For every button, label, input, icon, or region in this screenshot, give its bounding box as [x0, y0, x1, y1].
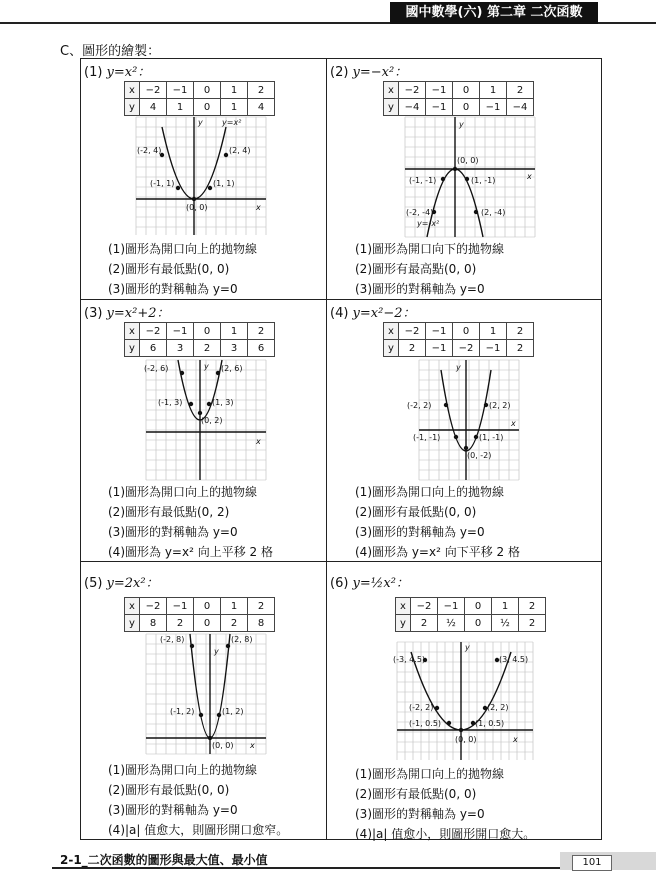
point [459, 728, 463, 732]
point-label: (-2, 6) [144, 364, 169, 373]
point [189, 402, 193, 406]
note-line: (4)圖形為 y=x² 向下平移 2 格 [355, 545, 520, 559]
table-cell: −1 [480, 99, 507, 116]
table-cell: 3 [167, 340, 194, 357]
table-cell: 8 [248, 615, 275, 632]
function-expression: y=−x²： [352, 65, 408, 80]
function-expression: y=x²−2： [352, 306, 416, 321]
table-cell: 2 [248, 82, 275, 99]
table-cell: 3 [221, 340, 248, 357]
table-cell: x [125, 598, 140, 615]
table-cell: 0 [194, 82, 221, 99]
section-title: C、圖形的繪製： [60, 44, 161, 59]
table-cell: 2 [167, 615, 194, 632]
point-label: (-1, -1) [413, 433, 441, 442]
axis-label-x: x [513, 735, 518, 744]
point [447, 721, 451, 725]
axis-label-x: x [250, 741, 255, 750]
exercise-grid [80, 58, 602, 840]
parabola-graph [146, 634, 266, 754]
function-expression: y=x²+2： [106, 306, 170, 321]
panel-2 [327, 59, 601, 299]
point-label: (0, -2) [467, 451, 492, 460]
point [208, 736, 212, 740]
table-cell: 0 [453, 323, 480, 340]
table-cell: 0 [453, 99, 480, 116]
panel-4 [327, 300, 601, 561]
panel-title [330, 61, 407, 80]
graph-grid [146, 634, 266, 754]
table-cell: 2 [248, 598, 275, 615]
point [454, 435, 458, 439]
table-cell: 2 [519, 598, 546, 615]
table-cell: 1 [221, 82, 248, 99]
point-label: (0, 0) [457, 156, 479, 165]
table-cell: −1 [426, 323, 453, 340]
table-cell: 2 [411, 615, 438, 632]
point-label: (0, 2) [201, 416, 223, 425]
table-cell: −4 [507, 99, 534, 116]
table-cell: 1 [480, 82, 507, 99]
table-cell: −2 [140, 82, 167, 99]
note-line: (1)圖形為開口向上的拋物線 [355, 767, 504, 781]
point [474, 210, 478, 214]
parabola-graph [146, 360, 266, 480]
table-cell: −1 [426, 99, 453, 116]
point [226, 644, 230, 648]
curve-label: y=-x² [417, 219, 440, 228]
point-label: (2, -4) [481, 208, 506, 217]
panel-number: (1) [84, 65, 107, 80]
notes [108, 482, 273, 562]
table-cell: y [125, 615, 140, 632]
curve-label: y=x² [222, 118, 242, 127]
panel-title [330, 302, 416, 321]
point [216, 371, 220, 375]
table-cell: y [396, 615, 411, 632]
point [224, 153, 228, 157]
point [484, 403, 488, 407]
table-cell: 4 [140, 99, 167, 116]
table-cell: −1 [438, 598, 465, 615]
axis-label-y: y [456, 363, 461, 372]
note-line: (1)圖形為開口向上的拋物線 [108, 763, 257, 777]
point-label: (1, -1) [479, 433, 504, 442]
point [474, 435, 478, 439]
point [464, 446, 468, 450]
value-table [383, 81, 534, 116]
notes [108, 760, 288, 840]
footer-chapter-title: 2-1_二次函數的圖形與最大值、最小值 [60, 853, 268, 867]
note-line: (2)圖形有最低點(0, 0) [108, 783, 230, 797]
note-line: (3)圖形的對稱軸為 y=0 [355, 807, 485, 821]
axis-label-y: y [204, 362, 209, 371]
table-cell: 0 [465, 615, 492, 632]
function-expression: y=x²： [106, 65, 151, 80]
point-label: (2, 2) [489, 401, 511, 410]
axis-label-y: y [198, 118, 203, 127]
table-cell: 2 [507, 340, 534, 357]
panel-1 [81, 59, 326, 299]
axis-label-x: x [256, 203, 261, 212]
table-cell: −2 [140, 598, 167, 615]
page-number: 101 [572, 855, 612, 871]
point [208, 186, 212, 190]
table-cell: 1 [167, 99, 194, 116]
graph-grid [419, 360, 519, 480]
table-cell: −4 [399, 99, 426, 116]
table-cell: −2 [453, 340, 480, 357]
table-cell: −2 [399, 323, 426, 340]
table-cell: 2 [519, 615, 546, 632]
point-label: (1, 0.5) [475, 719, 505, 728]
note-line: (2)圖形有最高點(0, 0) [355, 262, 477, 276]
parabola-graph [393, 642, 533, 760]
function-expression: y=2x²： [106, 576, 159, 591]
table-cell: 4 [248, 99, 275, 116]
table-cell: 2 [248, 323, 275, 340]
point [176, 186, 180, 190]
table-cell: 0 [194, 615, 221, 632]
note-line: (1)圖形為開口向上的拋物線 [108, 485, 257, 499]
axis-label-y: y [214, 647, 219, 656]
table-cell: y [384, 340, 399, 357]
table-cell: −1 [426, 340, 453, 357]
table-cell: x [396, 598, 411, 615]
note-line: (3)圖形的對稱軸為 y=0 [108, 282, 238, 296]
point [180, 371, 184, 375]
notes [355, 482, 520, 562]
table-cell: −1 [167, 82, 194, 99]
point-label: (-2, 8) [160, 635, 185, 644]
point-label: (-1, 2) [170, 707, 195, 716]
panel-title [84, 302, 170, 321]
panel-number: (4) [330, 306, 353, 321]
table-cell: y [125, 99, 140, 116]
note-line: (2)圖形有最低點(0, 0) [355, 787, 477, 801]
table-cell: −1 [480, 340, 507, 357]
value-table [124, 597, 275, 632]
point-label: (2, 2) [487, 703, 509, 712]
point-label: (-1, -1) [409, 176, 437, 185]
table-cell: ½ [438, 615, 465, 632]
point [444, 403, 448, 407]
point [453, 167, 457, 171]
point [217, 713, 221, 717]
notes [355, 764, 535, 844]
point-label: (1, 1) [213, 179, 235, 188]
table-cell: 1 [480, 323, 507, 340]
panel-title [84, 61, 150, 80]
note-line: (3)圖形的對稱軸為 y=0 [355, 282, 485, 296]
table-cell: ½ [492, 615, 519, 632]
notes [108, 239, 257, 299]
table-cell: 0 [194, 323, 221, 340]
point-label: (0, 0) [212, 741, 234, 750]
point-label: (-1, 3) [158, 398, 183, 407]
panel-title [84, 572, 159, 591]
point-label: (-2, 4) [137, 146, 162, 155]
value-table [383, 322, 534, 357]
table-cell: 2 [221, 615, 248, 632]
header-title: 國中數學(六) 第二章 二次函數 [390, 2, 598, 24]
note-line: (3)圖形的對稱軸為 y=0 [108, 525, 238, 539]
panel-number: (2) [330, 65, 353, 80]
table-cell: 8 [140, 615, 167, 632]
note-line: (1)圖形為開口向下的拋物線 [355, 242, 504, 256]
point-label: (1, 2) [222, 707, 244, 716]
note-line: (4)|a| 值愈小，則圖形開口愈大。 [355, 827, 536, 841]
axis-label-x: x [527, 172, 532, 181]
table-cell: 6 [140, 340, 167, 357]
note-line: (3)圖形的對稱軸為 y=0 [108, 803, 238, 817]
point-label: (-3, 4.5) [393, 655, 426, 664]
note-line: (3)圖形的對稱軸為 y=0 [355, 525, 485, 539]
notes [355, 239, 504, 299]
point-label: (2, 6) [221, 364, 243, 373]
note-line: (2)圖形有最低點(0, 0) [108, 262, 230, 276]
table-cell: x [384, 323, 399, 340]
point [207, 402, 211, 406]
table-cell: y [384, 99, 399, 116]
table-cell: 6 [248, 340, 275, 357]
table-cell: 1 [221, 323, 248, 340]
point-label: (-1, 0.5) [409, 719, 442, 728]
point-label: (0, 0) [455, 735, 477, 744]
panel-number: (3) [84, 306, 107, 321]
axis-label-y: y [465, 643, 470, 652]
point [199, 713, 203, 717]
table-cell: −1 [167, 598, 194, 615]
panel-6 [327, 562, 601, 839]
table-cell: 1 [221, 598, 248, 615]
point [198, 411, 202, 415]
table-cell: −2 [399, 82, 426, 99]
panel-number: (6) [330, 576, 353, 591]
point [465, 177, 469, 181]
table-cell: −2 [411, 598, 438, 615]
parabola-graph [405, 117, 535, 237]
table-cell: −1 [167, 323, 194, 340]
table-cell: 2 [194, 340, 221, 357]
point-label: (-2, 2) [409, 703, 434, 712]
point-label: (0, 0) [186, 203, 208, 212]
point-label: (2, 4) [229, 146, 251, 155]
point [441, 177, 445, 181]
axis-label-x: x [511, 419, 516, 428]
note-line: (2)圖形有最低點(0, 2) [108, 505, 230, 519]
table-cell: 1 [221, 99, 248, 116]
axis-label-y: y [459, 120, 464, 129]
point-label: (-2, 2) [407, 401, 432, 410]
panel-title [330, 572, 409, 591]
point-label: (1, 3) [212, 398, 234, 407]
panel-3 [81, 300, 326, 561]
parabola-graph [136, 117, 266, 235]
panel-5 [81, 562, 326, 839]
note-line: (4)|a| 值愈大，則圖形開口愈窄。 [108, 823, 289, 837]
table-cell: −2 [140, 323, 167, 340]
graph-grid [136, 117, 266, 235]
point-label: (-2, -4) [406, 208, 434, 217]
note-line: (2)圖形有最低點(0, 0) [355, 505, 477, 519]
table-cell: 0 [453, 82, 480, 99]
table-cell: 1 [492, 598, 519, 615]
table-cell: 0 [194, 99, 221, 116]
panel-number: (5) [84, 576, 107, 591]
table-cell: 2 [399, 340, 426, 357]
table-cell: 0 [465, 598, 492, 615]
axis-label-x: x [256, 437, 261, 446]
point [192, 197, 196, 201]
value-table [124, 322, 275, 357]
value-table [124, 81, 275, 116]
table-cell: 0 [194, 598, 221, 615]
note-line: (4)圖形為 y=x² 向上平移 2 格 [108, 545, 273, 559]
function-expression: y=½x²： [352, 576, 409, 591]
table-cell: x [125, 323, 140, 340]
point [435, 706, 439, 710]
parabola-graph [407, 360, 519, 480]
value-table [395, 597, 546, 632]
note-line: (1)圖形為開口向上的拋物線 [108, 242, 257, 256]
note-line: (1)圖形為開口向上的拋物線 [355, 485, 504, 499]
point-label: (-1, 1) [150, 179, 175, 188]
table-cell: 2 [507, 82, 534, 99]
table-cell: y [125, 340, 140, 357]
table-cell: −1 [426, 82, 453, 99]
point-label: (1, -1) [471, 176, 496, 185]
table-cell: x [125, 82, 140, 99]
point [190, 644, 194, 648]
point-label: (3, 4.5) [499, 655, 529, 664]
table-cell: 2 [507, 323, 534, 340]
point-label: (2, 8) [231, 635, 253, 644]
table-cell: x [384, 82, 399, 99]
